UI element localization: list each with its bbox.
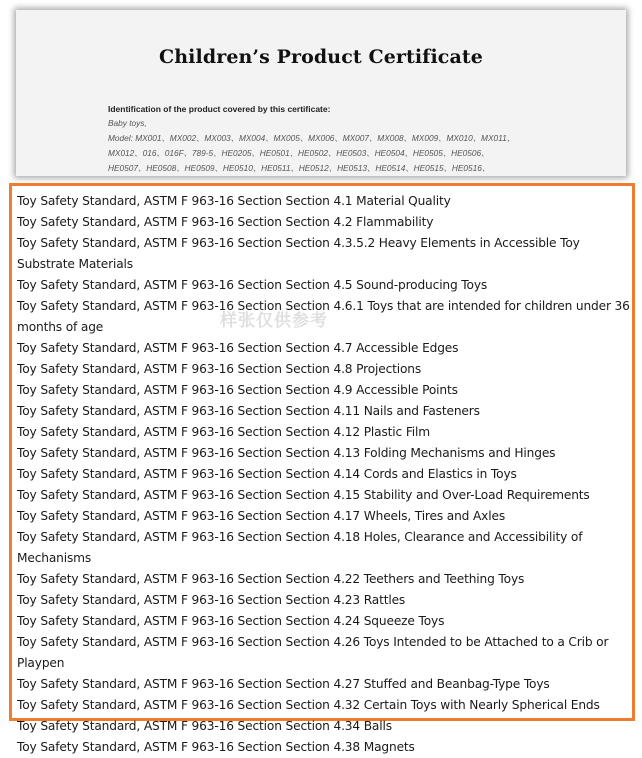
watermark-text: 样张仅供参考 <box>220 311 328 331</box>
standard-item: Toy Safety Standard, ASTM F 963-16 Section Section 4.24 Squeeze Toys <box>17 614 445 628</box>
standard-item: Toy Safety Standard, ASTM F 963-16 Section Section 4.12 Plastic Film <box>17 425 430 439</box>
standard-item: Toy Safety Standard, ASTM F 963-16 Section Section 4.15 Stability and Over-Load Requirements <box>17 488 590 502</box>
standard-item: Toy Safety Standard, ASTM F 963-16 Section Section 4.14 Cords and Elastics in Toys <box>17 467 517 481</box>
standard-item: Toy Safety Standard, ASTM F 963-16 Section Section 4.32 Certain Toys with Nearly Spherical Ends <box>17 698 600 712</box>
model-line: HE0507、HE0508、HE0509、HE0510、HE0511、HE0512、HE0513、HE0514、HE0515、HE0516、 <box>108 163 491 173</box>
identification-label: Identification of the product covered by this certificate: <box>108 104 331 114</box>
model-line: MX012、016、016F、789-5、HE0205、HE0501、HE0502、HE0503、HE0504、HE0505、HE0506、 <box>108 148 490 158</box>
certificate-title: Children’s Product Certificate <box>159 46 483 68</box>
standard-item: Toy Safety Standard, ASTM F 963-16 Section Section 4.11 Nails and Fasteners <box>17 404 480 418</box>
standard-item: Toy Safety Standard, ASTM F 963-16 Section Section 4.7 Accessible Edges <box>17 341 459 355</box>
standard-item: Toy Safety Standard, ASTM F 963-16 Section Section 4.2 Flammability <box>17 215 434 229</box>
standard-item: Toy Safety Standard, ASTM F 963-16 Section Section 4.22 Teethers and Teething Toys <box>17 572 525 586</box>
standard-item: Toy Safety Standard, ASTM F 963-16 Section Section 4.9 Accessible Points <box>17 383 458 397</box>
standard-item: Toy Safety Standard, ASTM F 963-16 Section Section 4.27 Stuffed and Beanbag-Type Toys <box>17 677 550 691</box>
standard-item: Toy Safety Standard, ASTM F 963-16 Section Section 4.18 Holes, Clearance and Accessibility of Mechanisms <box>17 530 583 565</box>
certificate-scan <box>0 0 642 176</box>
standard-item: Toy Safety Standard, ASTM F 963-16 Section Section 4.3.5.2 Heavy Elements in Accessible Toy Substrate Materials <box>17 236 580 271</box>
standard-item: Toy Safety Standard, ASTM F 963-16 Section Section 4.23 Rattles <box>17 593 406 607</box>
standard-item: Toy Safety Standard, ASTM F 963-16 Section Section 4.26 Toys Intended to be Attached to a Crib or Playpen <box>17 635 609 670</box>
product-type: Baby toys, <box>108 118 147 128</box>
model-line: Model: MX001、MX002、MX003、MX004、MX005、MX006、MX007、MX008、MX009、MX010、MX011、 <box>108 133 516 143</box>
standard-item: Toy Safety Standard, ASTM F 963-16 Section Section 4.17 Wheels, Tires and Axles <box>17 509 506 523</box>
standards-frame <box>9 183 635 754</box>
standard-item: Toy Safety Standard, ASTM F 963-16 Section Section 4.34 Balls <box>17 719 392 733</box>
standard-item: Toy Safety Standard, ASTM F 963-16 Section Section 4.38 Magnets <box>17 740 415 754</box>
standards-list <box>12 186 632 758</box>
standard-item: Toy Safety Standard, ASTM F 963-16 Section Section 4.1 Material Quality <box>17 194 451 208</box>
standard-item: Toy Safety Standard, ASTM F 963-16 Section Section 4.8 Projections <box>17 362 422 376</box>
standard-item: Toy Safety Standard, ASTM F 963-16 Section Section 4.13 Folding Mechanisms and Hinges <box>17 446 556 460</box>
standard-item: Toy Safety Standard, ASTM F 963-16 Section Section 4.5 Sound-producing Toys <box>17 278 488 292</box>
certificate-page <box>16 10 626 176</box>
standard-item: Toy Safety Standard, ASTM F 963-16 Section Section 4.6.1 Toys that are intended for children under 36 months of age <box>17 299 630 334</box>
